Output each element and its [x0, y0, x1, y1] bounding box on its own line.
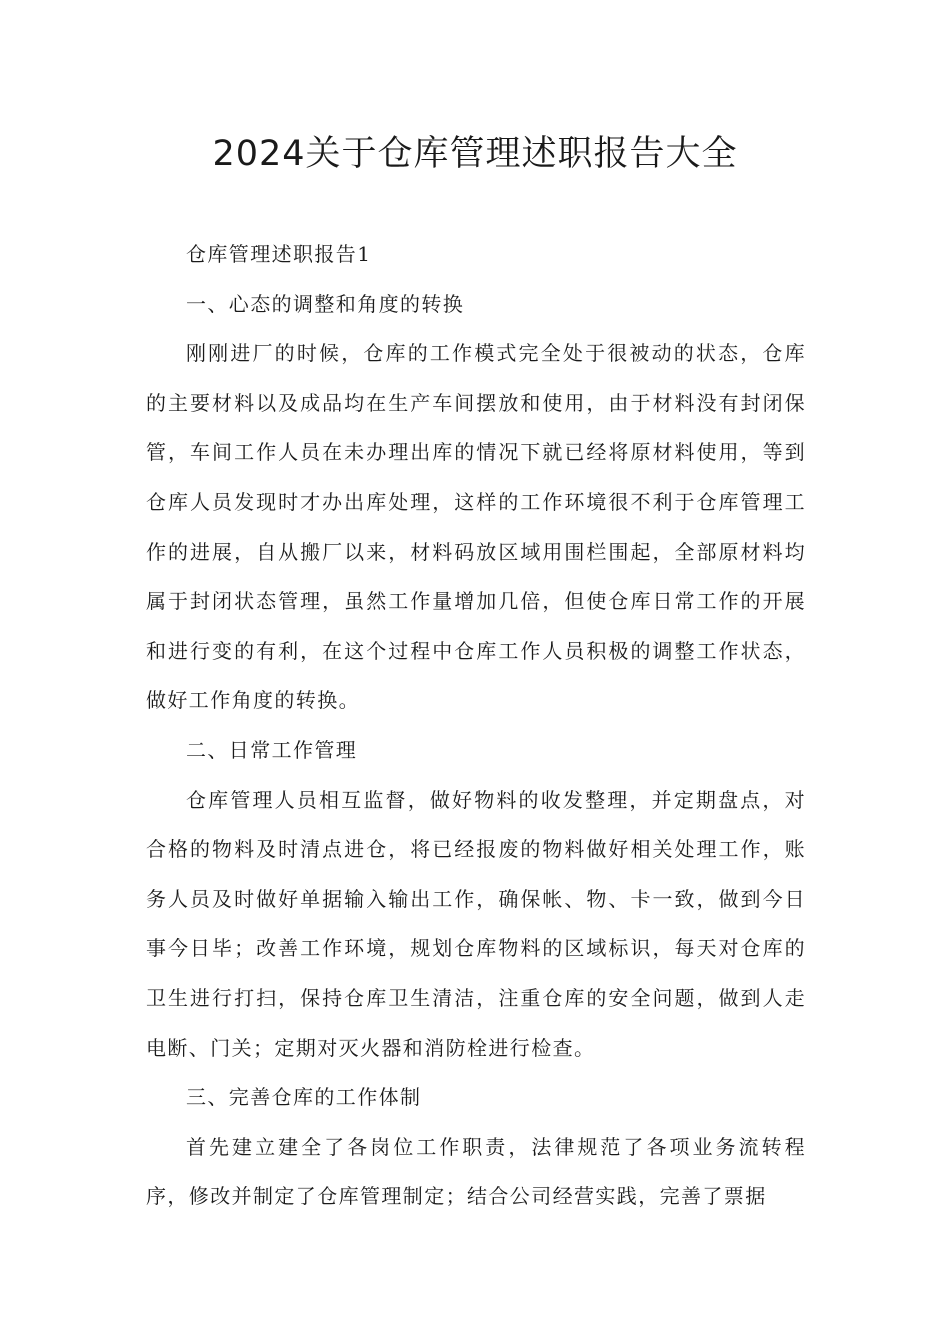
document-body [146, 230, 806, 1222]
section-subtitle: 仓库管理述职报告1 [186, 242, 372, 266]
section-heading-2: 二、日常工作管理 [186, 737, 358, 762]
paragraph-2: 仓库管理人员相互监督，做好物料的收发整理，并定期盘点，对合格的物料及时清点进仓，将已经报废的物料做好相关处理工作，账务人员及时做好单据输入输出工作，确保帐、物、卡一致，做到今日事今日毕；改善工作环境，规划仓库物料的区域标识，每天对仓库的卫生进行打扫，保持仓库卫生清洁，注重仓库的安全问题，做到人走电断、门关；定期对灭火器和消防栓进行检查。 [146, 787, 806, 1060]
section-heading-3: 三、完善仓库的工作体制 [186, 1085, 422, 1110]
section-heading-1: 一、心态的调整和角度的转换 [186, 291, 465, 316]
document-title: 2024关于仓库管理述职报告大全 [212, 134, 738, 174]
paragraph-1: 刚刚进厂的时候，仓库的工作模式完全处于很被动的状态，仓库的主要材料以及成品均在生产车间摆放和使用，由于材料没有封闭保管，车间工作人员在未办理出库的情况下就已经将原材料使用，等到仓库人员发现时才办出库处理，这样的工作环境很不利于仓库管理工作的进展，自从搬厂以来，材料码放区域用围栏围起，全部原材料均属于封闭状态管理，虽然工作量增加几倍，但使仓库日常工作的开展和进行变的有利，在这个过程中仓库工作人员积极的调整工作状态，做好工作角度的转换。 [146, 341, 806, 713]
paragraph-3: 首先建立建全了各岗位工作职责，法律规范了各项业务流转程序，修改并制定了仓库管理制定；结合公司经营实践，完善了票据 [146, 1134, 806, 1209]
